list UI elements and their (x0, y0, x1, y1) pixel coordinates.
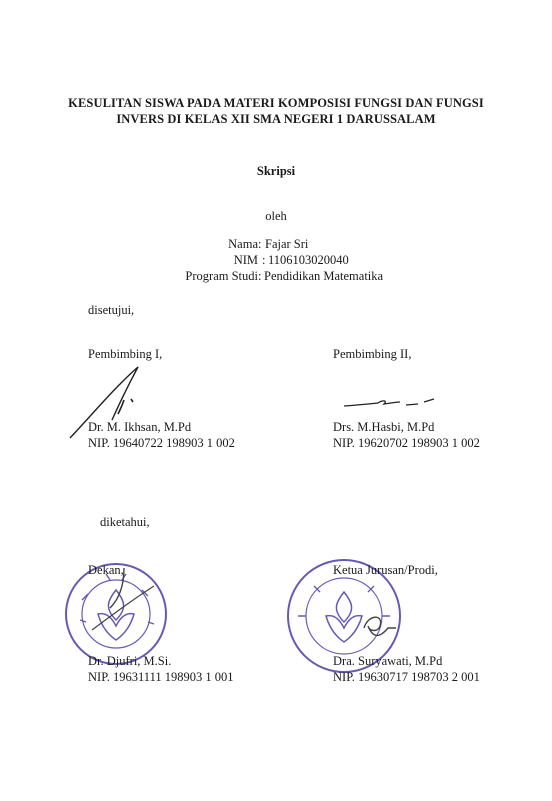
official-2-nip: NIP. 19630717 198703 2 001 (333, 670, 480, 684)
doc-type: Skripsi (256, 164, 296, 178)
identity-label-name: Nama (228, 237, 258, 251)
identity-value-name: Fajar Sri (265, 237, 309, 251)
official-1-name: Dr. Djufri, M.Si. (88, 654, 172, 668)
identity-sep-nim: : (262, 253, 266, 267)
supervisor-1-role: Pembimbing I, (88, 347, 163, 361)
supervisor-2-role: Pembimbing II, (333, 347, 412, 361)
title-line-2: INVERS DI KELAS XII SMA NEGERI 1 DARUSSALAM (116, 112, 436, 126)
identity-value-nim: 1106103020040 (268, 253, 349, 267)
official-2-role: Ketua Jurusan/Prodi, (333, 563, 438, 577)
official-1-role: Dekan, (88, 563, 124, 577)
thesis-title (60, 95, 492, 127)
identity-value-program: Pendidikan Matematika (264, 269, 384, 283)
identity-label-program: Program Studi (185, 269, 258, 283)
supervisor-2-signature (340, 392, 440, 412)
supervisor-1-nip: NIP. 19640722 198903 1 002 (88, 436, 235, 450)
supervisor-1-name: Dr. M. Ikhsan, M.Pd (88, 420, 192, 434)
approved-label: disetujui, (88, 303, 135, 317)
supervisor-2-nip: NIP. 19620702 198903 1 002 (333, 436, 480, 450)
identity-label-nim: NIM (233, 253, 258, 267)
official-1-nip: NIP. 19631111 198903 1 001 (88, 670, 234, 684)
identity-sep-program: : (258, 269, 262, 283)
by-label: oleh (265, 209, 287, 223)
known-label: diketahui, (100, 515, 150, 529)
supervisor-2-name: Drs. M.Hasbi, M.Pd (333, 420, 435, 434)
identity-sep-name: : (258, 237, 262, 251)
official-2-name: Dra. Suryawati, M.Pd (333, 654, 443, 668)
title-line-1: KESULITAN SISWA PADA MATERI KOMPOSISI FUNGSI DAN FUNGSI (68, 96, 484, 110)
